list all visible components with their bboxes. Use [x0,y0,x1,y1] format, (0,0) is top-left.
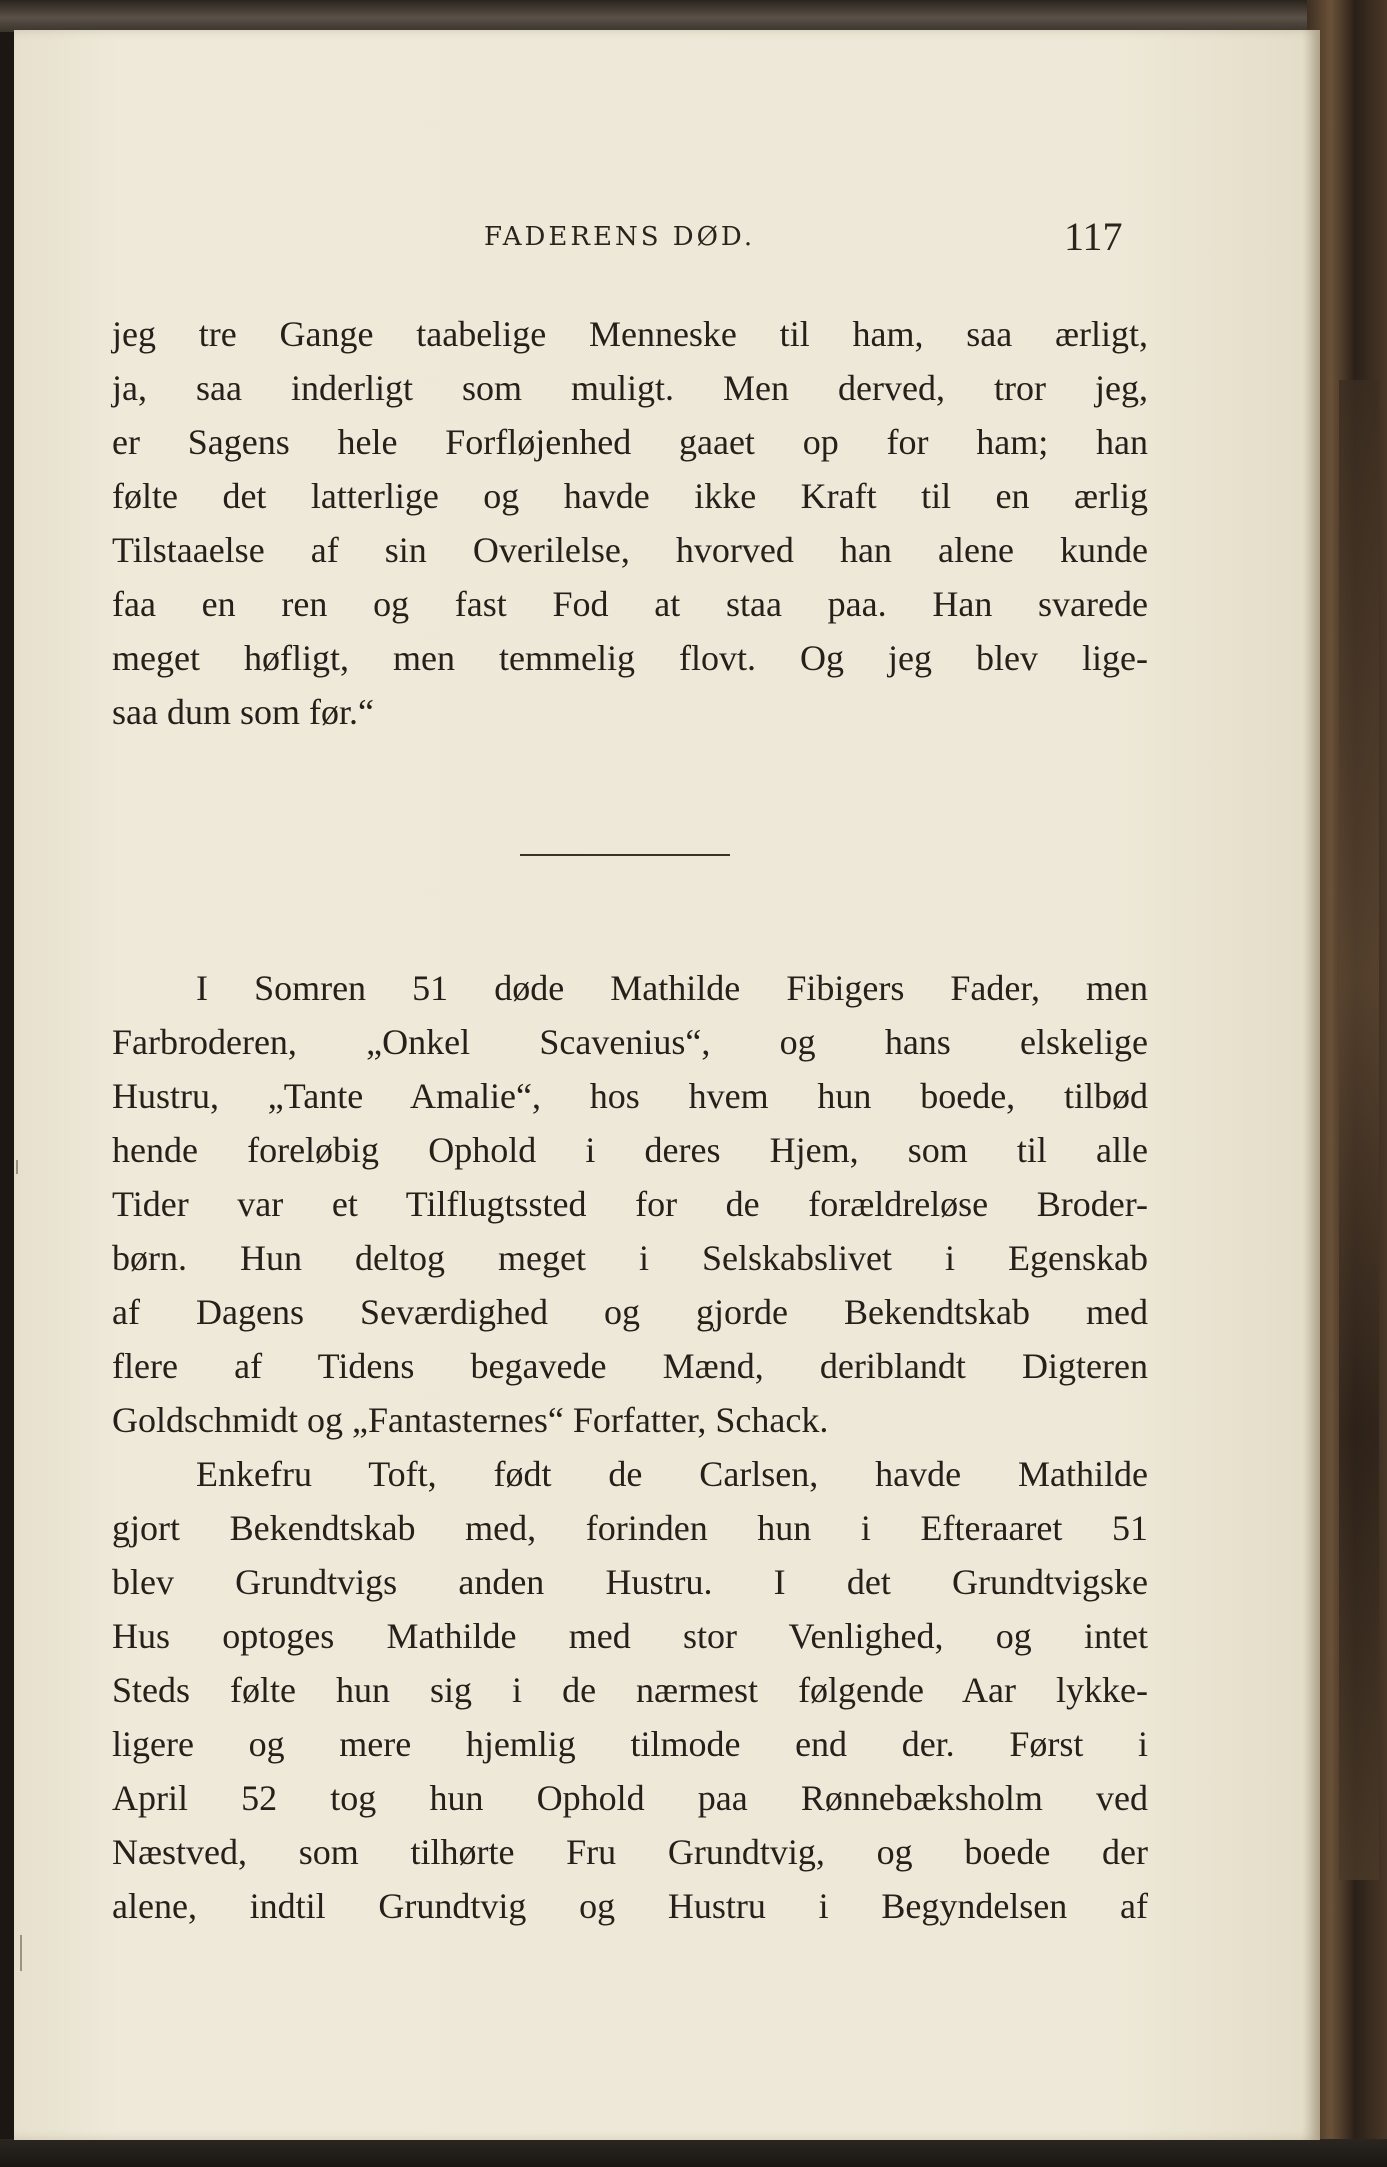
text-line: er Sagens hele Forfløjenhed gaaet op for ham; han [112,422,1148,462]
page-bottom-edge [0,2139,1387,2167]
text-line: børn. Hun deltog meget i Selskabslivet i Egenskab [112,1238,1148,1278]
running-head [14,190,1320,259]
text-line: April 52 tog hun Ophold paa Rønnebæksholm ved [112,1778,1148,1818]
text-line: saa dum som før.“ [112,692,374,732]
margin-speck [16,1160,18,1174]
text-line: jeg tre Gange taabelige Menneske til ham, saa ærligt, [112,314,1148,354]
text-line: Enkefru Toft, født de Carlsen, havde Mathilde [196,1454,1148,1494]
text-line: alene, indtil Grundtvig og Hustru i Begyndelsen af [112,1886,1148,1926]
text-line: Steds følte hun sig i de nærmest følgende Aar lykke- [112,1670,1148,1710]
page-number: 117 [1064,214,1123,259]
spine-band [1339,380,1379,1880]
chapter-running-title: FADERENS DØD. [484,222,756,252]
text-line: Tilstaaelse af sin Overilelse, hvorved han alene kunde [112,530,1148,570]
text-line: meget høfligt, men temmelig flovt. Og jeg blev lige- [112,638,1148,678]
text-line: ja, saa inderligt som muligt. Men derved, tror jeg, [112,368,1148,408]
text-line: Næstved, som tilhørte Fru Grundtvig, og boede der [112,1832,1148,1872]
text-line: blev Grundtvigs anden Hustru. I det Grundtvigske [112,1562,1148,1602]
text-line: faa en ren og fast Fod at staa paa. Han svarede [112,584,1148,624]
text-line: følte det latterlige og havde ikke Kraft til en ærlig [112,476,1148,516]
text-line: Hus optoges Mathilde med stor Venlighed, og intet [112,1616,1148,1656]
text-line: Farbroderen, „Onkel Scavenius“, og hans elskelige [112,1022,1148,1062]
page-top-edge [0,0,1387,32]
section-divider-rule [520,854,730,856]
text-line: ligere og mere hjemlig tilmode end der. Først i [112,1724,1148,1764]
text-line: I Somren 51 døde Mathilde Fibigers Fader, men [196,968,1148,1008]
passage-quote-ending [112,307,1148,739]
page-gutter-shadow [1302,30,1320,2140]
text-line: af Dagens Seværdighed og gjorde Bekendtskab med [112,1292,1148,1332]
text-line: gjort Bekendtskab med, forinden hun i Efteraaret 51 [112,1508,1148,1548]
passage-main [112,961,1148,1933]
book-page [14,30,1320,2140]
text-line: Tider var et Tilflugtssted for de forældreløse Broder- [112,1184,1148,1224]
text-line: Goldschmidt og „Fantasternes“ Forfatter, Schack. [112,1400,829,1440]
text-line: flere af Tidens begavede Mænd, deriblandt Digteren [112,1346,1148,1386]
text-line: Hustru, „Tante Amalie“, hos hvem hun boede, tilbød [112,1076,1148,1116]
margin-speck [20,1935,22,1971]
text-line: hende foreløbig Ophold i deres Hjem, som til alle [112,1130,1148,1170]
